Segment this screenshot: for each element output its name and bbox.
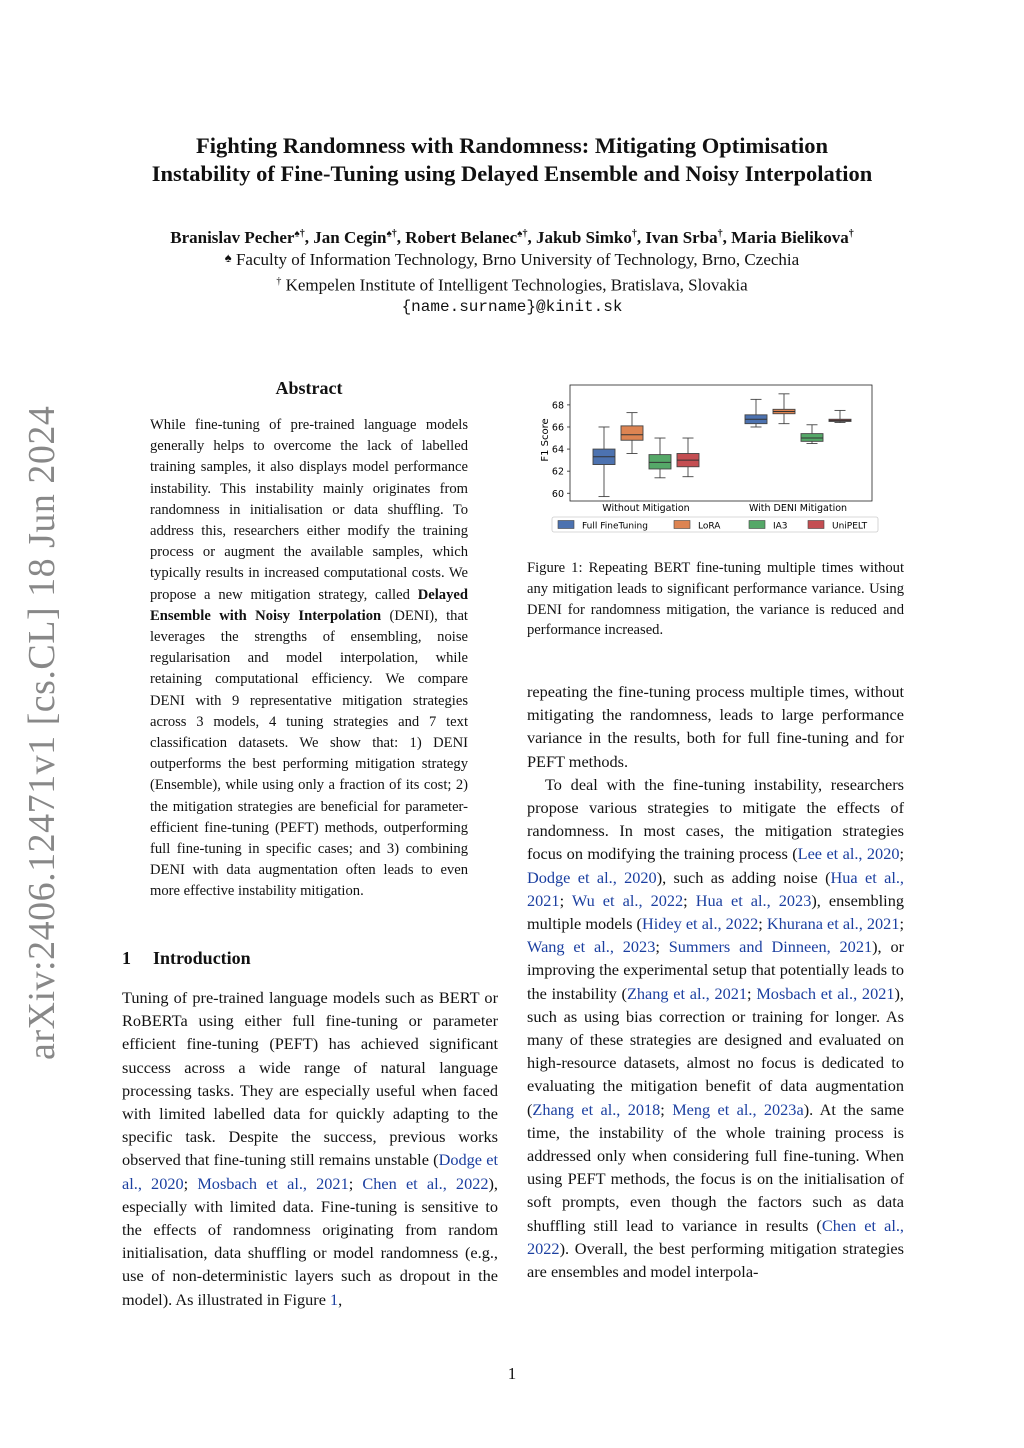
citation-link[interactable]: Meng et al., 2023a [672, 1099, 804, 1119]
citation-link[interactable]: Dodge et al., 2020 [122, 1150, 498, 1193]
plot-frame [570, 385, 872, 501]
citation-link[interactable]: Hidey et al., 2022 [641, 914, 759, 934]
citation-link[interactable]: Chen et al., 2022 [362, 1173, 489, 1193]
citation-link[interactable]: Summers and Dinneen, 2021 [668, 937, 873, 957]
abstract-text: While fine-tuning of pre-trained language models generally helps to overcome the lack of labelled training samples, it also displays model performance instability. This instability mainly originates from randomness in initialisation or data shuffling. To address this, researchers either modify the training process or augment the available samples, which typically results in increased computational costs. We propose a new mitigation strategy, called Delayed Ensemble with Noisy Interpolation (DENI), that leverages the strengths of ensembling, noise regularisation and model interpolation, while retaining computational efficiency. We compare DENI with 9 representative mitigation strategies across 3 models, 4 tuning strategies and 7 text classification datasets. We show that: 1) DENI outperforms the best performing mitigation strategy (Ensemble), while using only a fraction of its cost; 2) the mitigation strategies are beneficial for parameter-efficient fine-tuning (PEFT) methods, outperforming full fine-tuning in specific cases; and 3) combining DENI with data augmentation often leads to even more effective instability mitigation. [150, 417, 468, 900]
affiliation-2: † Kempelen Institute of Intelligent Technologies, Bratislava, Slovakia [276, 275, 748, 295]
legend-label: IA3 [773, 521, 788, 532]
legend-swatch [749, 521, 765, 529]
box-unipelt [677, 438, 699, 477]
y-tick-label: 68 [551, 400, 564, 412]
citation-link[interactable]: Mosbach et al., 2021 [197, 1173, 349, 1193]
box-full-finetuning [745, 399, 767, 427]
box-ia3 [649, 438, 671, 478]
legend-label: LoRA [698, 521, 721, 532]
y-tick-label: 62 [551, 466, 564, 478]
figure-link[interactable]: 1 [330, 1289, 339, 1309]
y-tick-label: 60 [551, 488, 564, 500]
page-number: 1 [507, 1364, 517, 1383]
author-email[interactable]: {name.surname}@kinit.sk [401, 298, 623, 316]
intro-paragraph-1: Tuning of pre-trained language models such as BERT or RoBERTa using either full fine-tuning or parameter efficient fine-tuning (PEFT) has achieved significant success across a wide range of natural language processing tasks. They are especially useful when faced with limited labelled data for quickly adapting to the specific task. Despite the success, previous works observed that fine-tuning still remains unstable (Dodge et al., 2020; Mosbach et al., 2021; Chen et al., 2022), especially with limited data. Fine-tuning is sensitive to the effects of randomness originating from random initialisation, data shuffling or model randomness (e.g., use of non-deterministic layers such as dropout in the model). As illustrated in Figure 1, [122, 988, 498, 1309]
title-line-1: Fighting Randomness with Randomness: Mitigating Optimisation [196, 133, 828, 158]
y-tick-label: 64 [551, 444, 564, 456]
box-iqr [649, 455, 671, 469]
author: Branislav Pecher♠† [170, 227, 305, 247]
author-list: Branislav Pecher♠†, Jan Cegin♠†, Robert Belanec♠†, Jakub Simko†, Ivan Srba†, Maria Bielikova† [170, 227, 854, 247]
author: Ivan Srba† [645, 227, 723, 247]
box-iqr [801, 434, 823, 442]
author: Robert Belanec♠† [405, 227, 528, 247]
box-lora [621, 413, 643, 454]
citation-link[interactable]: Zhang et al., 2018 [532, 1099, 661, 1119]
author: Jan Cegin♠† [313, 227, 397, 247]
abstract-heading: Abstract [275, 378, 343, 398]
affiliation-1: ♠ Faculty of Information Technology, Brno University of Technology, Brno, Czechia [224, 250, 800, 269]
box-iqr [621, 426, 643, 440]
group-label: Without Mitigation [602, 503, 690, 514]
chart-legend [552, 517, 878, 532]
author: Jakub Simko† [535, 227, 637, 247]
citation-link[interactable]: Khurana et al., 2021 [766, 914, 900, 934]
legend-swatch [558, 521, 574, 529]
box-ia3 [801, 425, 823, 444]
intro-paragraph-3: To deal with the fine-tuning instability, researchers propose various strategies to mitigate the effects of randomness. In most cases, the mitigation strategies focus on modifying the training process (Lee et al., 2020; Dodge et al., 2020), such as adding noise (Hua et al., 2021; Wu et al., 2022; Hua et al., 2023), ensembling multiple models (Hidey et al., 2022; Khurana et al., 2021; Wang et al., 2023; Summers and Dinneen, 2021), or improving the experimental setup that potentially leads to the instability (Zhang et al., 2021; Mosbach et al., 2021), such as using bias correction or training for longer. As many of these strategies are designed and evaluated on high-resource datasets, almost no focus is dedicated to evaluating the mitigation benefit of data augmentation (Zhang et al., 2018; Meng et al., 2023a). At the same time, the instability of the whole training process is addressed only when considering full fine-tuning. When using PEFT methods, the focus is on the initialisation of soft prompts, even though the factors such as data shuffling still lead to variance in results (Chen et al., 2022). Overall, the best performing mitigation strategies are ensembles and model interpola- [527, 774, 905, 1282]
legend-swatch [808, 521, 824, 529]
paper-title [60, 132, 964, 188]
section-heading: 1 Introduction [122, 948, 251, 968]
citation-link[interactable]: Zhang et al., 2021 [626, 983, 748, 1003]
citation-link[interactable]: Hua et al., 2023 [695, 890, 812, 910]
y-tick-label: 66 [551, 422, 564, 434]
citation-link[interactable]: Lee et al., 2020 [797, 844, 900, 864]
author: Maria Bielikova† [731, 227, 854, 247]
box-full-finetuning [593, 427, 615, 497]
box-unipelt [829, 410, 851, 422]
citation-link[interactable]: Mosbach et al., 2021 [756, 983, 895, 1003]
citation-link[interactable]: Hua et al., 2021 [527, 867, 905, 910]
group-label: With DENI Mitigation [748, 503, 848, 514]
box-lora [773, 394, 795, 424]
arxiv-stamp: arXiv:2406.12471v1 [cs.CL] 18 Jun 2024 [21, 405, 63, 1060]
citation-link[interactable]: Dodge et al., 2020 [527, 867, 657, 887]
method-name: Delayed Ensemble with Noisy Interpolation [150, 586, 468, 624]
title-line-2: Instability of Fine-Tuning using Delayed Ensemble and Noisy Interpolation [151, 161, 873, 186]
legend-swatch [674, 521, 690, 529]
citation-link[interactable]: Chen et al., 2022 [527, 1215, 904, 1258]
figure-1-chart [540, 378, 884, 534]
citation-link[interactable]: Wang et al., 2023 [527, 937, 656, 957]
figure-1-caption: Figure 1: Repeating BERT fine-tuning multiple times without any mitigation leads to significant performance variance. Using DENI for randomness mitigation, the variance is reduced and performance increased. [527, 560, 904, 639]
y-axis-label: F1 Score [540, 418, 551, 462]
legend-label: Full FineTuning [582, 521, 648, 532]
legend-label: UniPELT [832, 521, 868, 532]
citation-link[interactable]: Wu et al., 2022 [571, 890, 684, 910]
intro-paragraph-2: repeating the fine-tuning process multiple times, without mitigating the randomness, leads to large performance variance in the results, both for full fine-tuning and for PEFT methods. To deal with the fine-tuning instability, researchers propose various strategies to mitigate the effects of randomness. In most cases, the mitigation strategies focus on modifying the training process (Lee et al., 2020; Dodge et al., 2020), such as adding noise (Hua et al., 2021; Wu et al., 2022; Hua et al., 2023), ensembling multiple models (Hidey et al., 2022; Khurana et al., 2021; Wang et al., 2023; Summers and Dinneen, 2021), or improving the experimental setup that potentially leads to the instability (Zhang et al., 2021; Mosbach et al., 2021), such as using bias correction or training for longer. As many of these strategies are designed and evaluated on high-resource datasets, almost no focus is dedicated to evaluating the mitigation benefit of data augmentation (Zhang et al., 2018; Meng et al., 2023a). At the same time, the instability of the whole training process is addressed only when considering full fine-tuning. When using PEFT methods, the focus is on the initialisation of soft prompts, even though the factors such as data shuffling still lead to variance in results (Chen et al., 2022). Overall, the best performing mitigation strategies are ensembles and model interpola- [527, 680, 904, 1283]
